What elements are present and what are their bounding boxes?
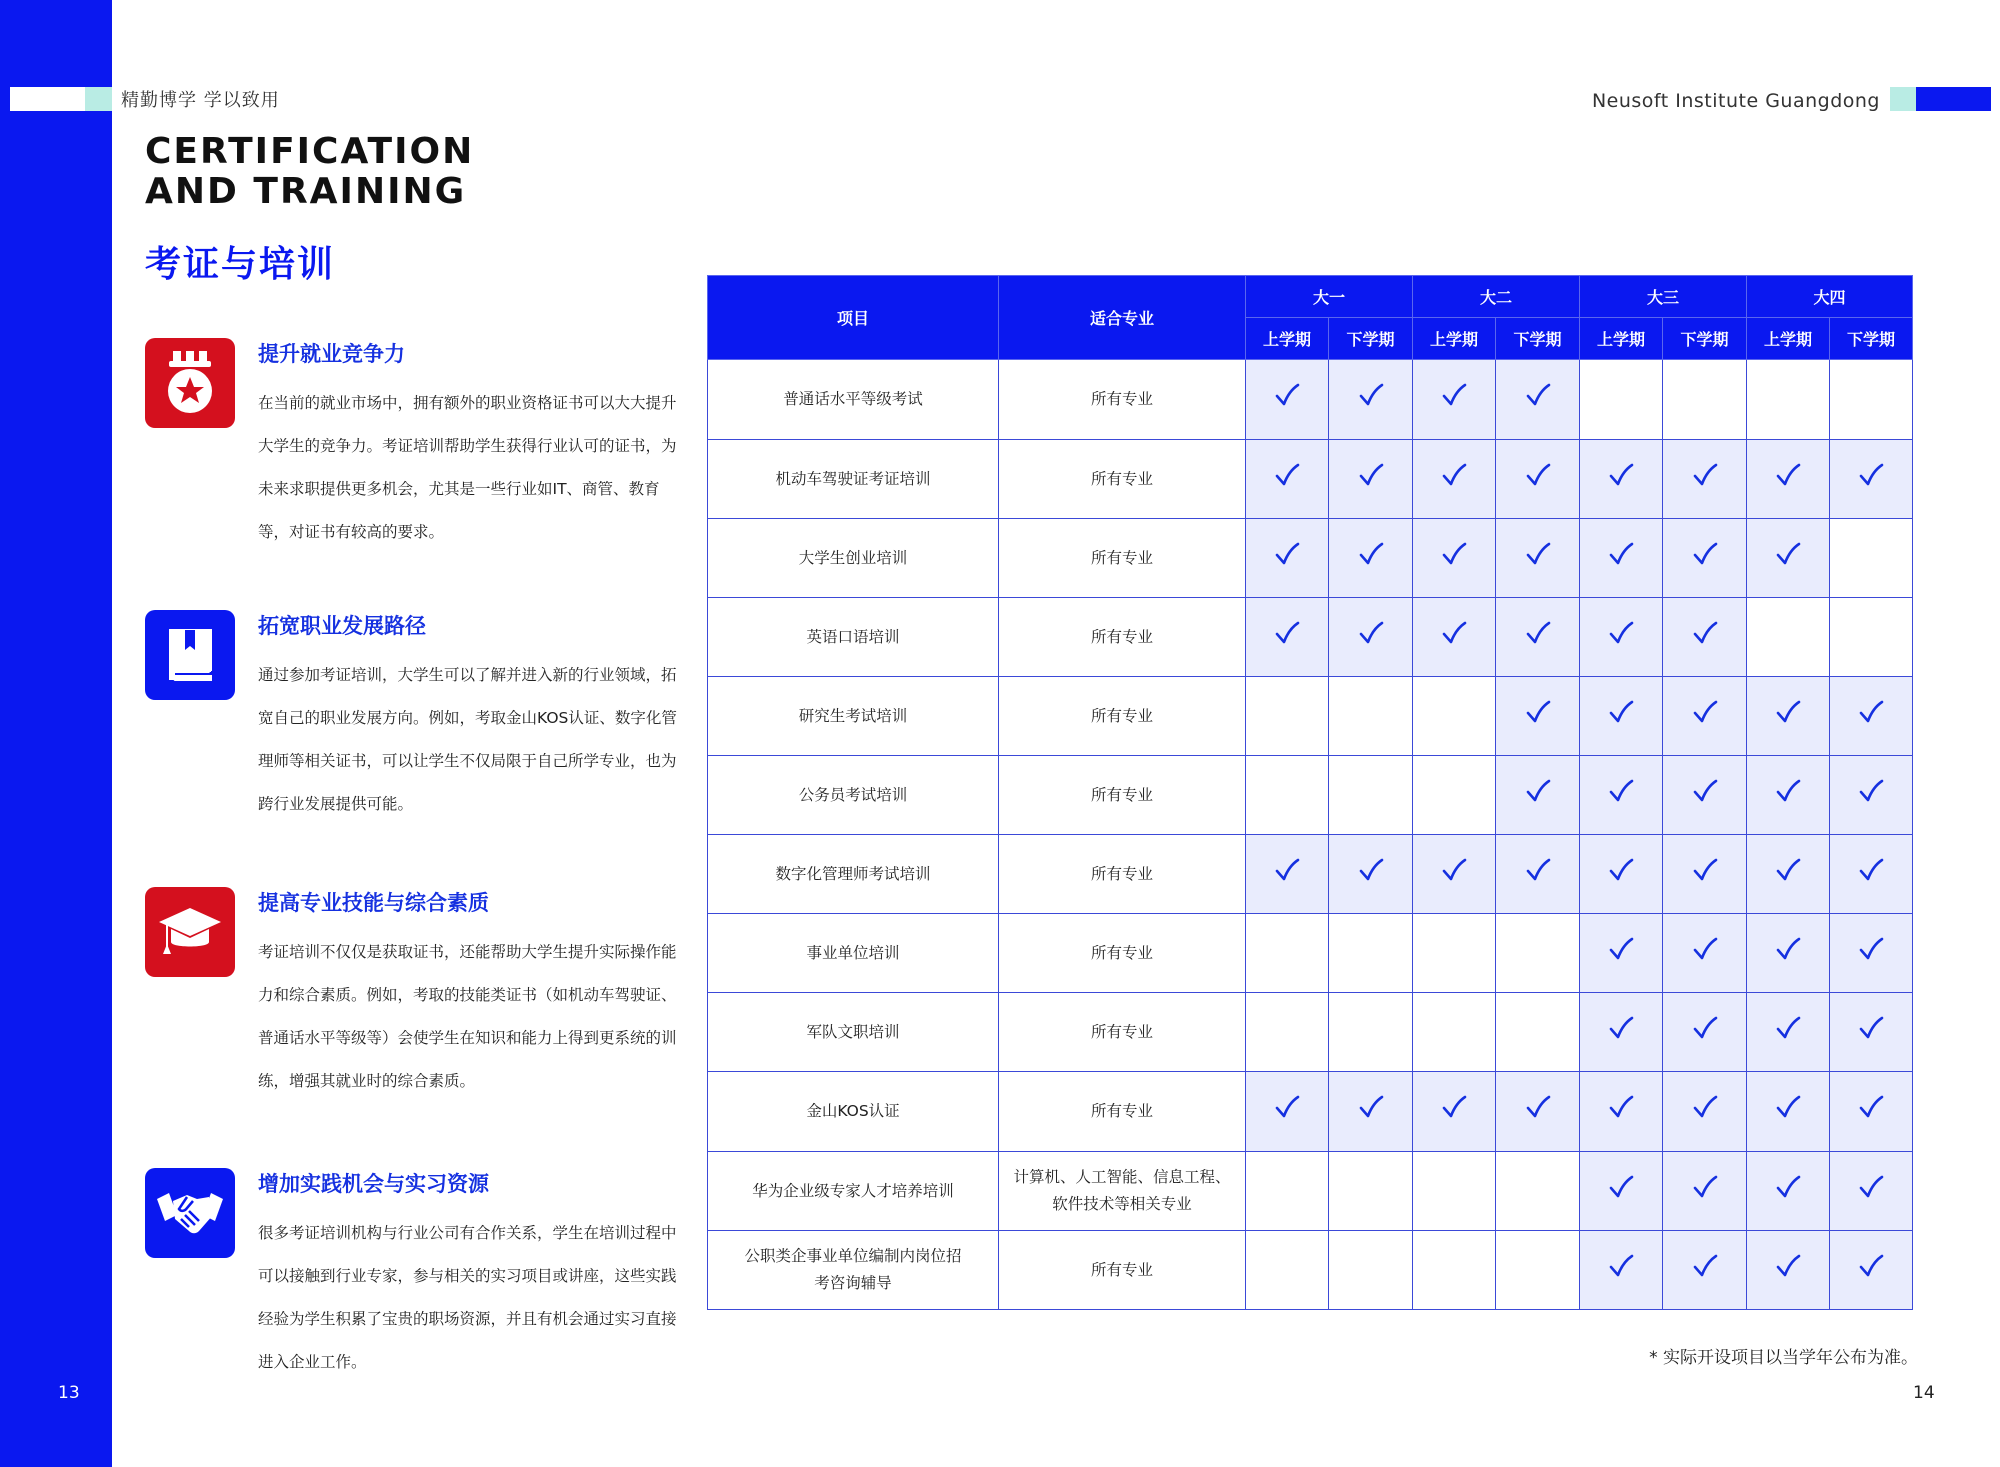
- cell-term: [1329, 1231, 1413, 1310]
- page-title-line1: CERTIFICATION: [145, 131, 475, 172]
- check-mark-icon: [1858, 699, 1884, 725]
- check-mark-icon: [1608, 936, 1634, 962]
- check-mark-icon: [1858, 1253, 1884, 1279]
- check-mark-icon: [1775, 1174, 1801, 1200]
- table-row: [708, 756, 1913, 835]
- table-row: [708, 1072, 1913, 1152]
- table-row: [708, 1152, 1913, 1231]
- cell-term: [1663, 598, 1747, 677]
- cell-term: [1496, 1152, 1580, 1231]
- cell-term: [1663, 835, 1747, 914]
- cell-project: 研究生考试培训: [708, 677, 999, 756]
- cell-term: [1580, 835, 1663, 914]
- cell-term: [1830, 598, 1913, 677]
- header-term: 上学期: [1580, 318, 1663, 360]
- cell-term: [1830, 677, 1913, 756]
- cell-term: [1747, 756, 1830, 835]
- check-mark-icon: [1274, 541, 1300, 567]
- check-mark-icon: [1441, 1094, 1467, 1120]
- cell-major: 所有专业: [999, 835, 1246, 914]
- cell-term: [1329, 1072, 1413, 1152]
- check-mark-icon: [1608, 1253, 1634, 1279]
- cell-term: [1413, 1231, 1496, 1310]
- cell-term: [1413, 993, 1496, 1072]
- check-mark-icon: [1525, 620, 1551, 646]
- cell-term: [1747, 440, 1830, 519]
- cell-project: 华为企业级专家人才培养培训: [708, 1152, 999, 1231]
- check-mark-icon: [1692, 1174, 1718, 1200]
- check-mark-icon: [1441, 462, 1467, 488]
- check-mark-icon: [1775, 462, 1801, 488]
- table-row: [708, 914, 1913, 993]
- cell-term: [1747, 835, 1830, 914]
- header-major: 适合专业: [999, 276, 1246, 360]
- cell-term: [1663, 1152, 1747, 1231]
- check-mark-icon: [1274, 462, 1300, 488]
- check-mark-icon: [1358, 541, 1384, 567]
- cell-term: [1329, 677, 1413, 756]
- cell-project: 大学生创业培训: [708, 519, 999, 598]
- cell-major: 所有专业: [999, 1072, 1246, 1152]
- check-mark-icon: [1858, 857, 1884, 883]
- cell-term: [1413, 914, 1496, 993]
- section-title: 提升就业竞争力: [258, 342, 405, 366]
- table-row: [708, 598, 1913, 677]
- cell-term: [1580, 519, 1663, 598]
- cell-term: [1663, 1231, 1747, 1310]
- cell-term: [1496, 835, 1580, 914]
- check-mark-icon: [1692, 1253, 1718, 1279]
- cell-term: [1246, 677, 1329, 756]
- cell-term: [1830, 914, 1913, 993]
- cell-term: [1580, 993, 1663, 1072]
- graduation-cap-icon: [145, 887, 235, 977]
- check-mark-icon: [1692, 857, 1718, 883]
- cell-term: [1496, 519, 1580, 598]
- cell-major: 所有专业: [999, 598, 1246, 677]
- cell-major: 所有专业: [999, 914, 1246, 993]
- cell-term: [1580, 756, 1663, 835]
- table-row: [708, 993, 1913, 1072]
- header-year-4: 大四: [1747, 276, 1913, 318]
- check-mark-icon: [1358, 857, 1384, 883]
- cell-term: [1580, 598, 1663, 677]
- check-mark-icon: [1692, 620, 1718, 646]
- cell-term: [1580, 1072, 1663, 1152]
- check-mark-icon: [1441, 620, 1467, 646]
- check-mark-icon: [1525, 382, 1551, 408]
- cell-term: [1413, 360, 1496, 440]
- check-mark-icon: [1608, 778, 1634, 804]
- cell-term: [1413, 677, 1496, 756]
- cell-term: [1246, 1072, 1329, 1152]
- check-mark-icon: [1525, 778, 1551, 804]
- check-mark-icon: [1525, 699, 1551, 725]
- check-mark-icon: [1525, 857, 1551, 883]
- header-accent-bar-white: [10, 87, 85, 111]
- page-title-line2: AND TRAINING: [145, 171, 467, 212]
- cell-term: [1830, 1072, 1913, 1152]
- cell-term: [1413, 835, 1496, 914]
- book-icon: [145, 610, 235, 700]
- cell-term: [1663, 993, 1747, 1072]
- cell-term: [1830, 756, 1913, 835]
- cell-term: [1663, 360, 1747, 440]
- cell-project: 机动车驾驶证考证培训: [708, 440, 999, 519]
- cell-term: [1246, 1231, 1329, 1310]
- header-project: 项目: [708, 276, 999, 360]
- check-mark-icon: [1608, 857, 1634, 883]
- section-body: 很多考证培训机构与行业公司有合作关系，学生在培训过程中可以接触到行业专家，参与相关的实习项目或讲座，这些实践经验为学生积累了宝贵的职场资源，并且有机会通过实习直接进入企业工作。: [258, 1224, 677, 1371]
- cell-term: [1747, 914, 1830, 993]
- check-mark-icon: [1525, 541, 1551, 567]
- cell-term: [1496, 993, 1580, 1072]
- cell-term: [1830, 993, 1913, 1072]
- institute-name: Neusoft Institute Guangdong: [1591, 90, 1880, 112]
- check-mark-icon: [1775, 1094, 1801, 1120]
- cell-term: [1246, 993, 1329, 1072]
- page-number-right: 14: [1913, 1383, 1935, 1403]
- cell-project: 公务员考试培训: [708, 756, 999, 835]
- cell-term: [1329, 519, 1413, 598]
- table-row: [708, 677, 1913, 756]
- check-mark-icon: [1358, 382, 1384, 408]
- handshake-icon: [145, 1168, 235, 1258]
- check-mark-icon: [1441, 857, 1467, 883]
- check-mark-icon: [1608, 1174, 1634, 1200]
- check-mark-icon: [1858, 1015, 1884, 1041]
- page-title-english: [145, 132, 474, 212]
- section-body: 考证培训不仅仅是获取证书，还能帮助大学生提升实际操作能力和综合素质。例如，考取的技能类证书（如机动车驾驶证、普通话水平等级等）会使学生在知识和能力上得到更系统的训练，增强其就业时的综合素质。: [258, 943, 677, 1090]
- cell-term: [1747, 1231, 1830, 1310]
- check-mark-icon: [1358, 620, 1384, 646]
- cell-term: [1663, 756, 1747, 835]
- cell-term: [1246, 598, 1329, 677]
- check-mark-icon: [1775, 541, 1801, 567]
- check-mark-icon: [1775, 1253, 1801, 1279]
- check-mark-icon: [1692, 699, 1718, 725]
- cell-term: [1496, 677, 1580, 756]
- cell-term: [1246, 519, 1329, 598]
- table-row: [708, 440, 1913, 519]
- cell-term: [1246, 360, 1329, 440]
- cell-project: 英语口语培训: [708, 598, 999, 677]
- cell-term: [1496, 1231, 1580, 1310]
- check-mark-icon: [1775, 1015, 1801, 1041]
- cell-term: [1413, 1152, 1496, 1231]
- check-mark-icon: [1274, 857, 1300, 883]
- medal-icon: [145, 338, 235, 428]
- cell-term: [1747, 993, 1830, 1072]
- cell-major: 所有专业: [999, 756, 1246, 835]
- check-mark-icon: [1358, 1094, 1384, 1120]
- cell-term: [1329, 835, 1413, 914]
- cell-term: [1496, 598, 1580, 677]
- check-mark-icon: [1775, 936, 1801, 962]
- cell-term: [1830, 360, 1913, 440]
- cell-term: [1496, 756, 1580, 835]
- cell-term: [1830, 1152, 1913, 1231]
- cell-term: [1663, 440, 1747, 519]
- cell-term: [1413, 440, 1496, 519]
- check-mark-icon: [1274, 382, 1300, 408]
- cell-term: [1747, 677, 1830, 756]
- check-mark-icon: [1775, 778, 1801, 804]
- cell-term: [1830, 519, 1913, 598]
- check-mark-icon: [1858, 1094, 1884, 1120]
- check-mark-icon: [1608, 620, 1634, 646]
- cell-term: [1246, 1152, 1329, 1231]
- header-term: 下学期: [1663, 318, 1747, 360]
- cell-major: 所有专业: [999, 360, 1246, 440]
- cell-project: 金山KOS认证: [708, 1072, 999, 1152]
- cell-term: [1747, 519, 1830, 598]
- left-sidebar-band: [0, 0, 112, 1467]
- section-title: 拓宽职业发展路径: [258, 614, 426, 638]
- check-mark-icon: [1608, 699, 1634, 725]
- cell-major: 所有专业: [999, 1231, 1246, 1310]
- cell-major: 所有专业: [999, 677, 1246, 756]
- footnote: * 实际开设项目以当学年公布为准。: [1649, 1348, 1918, 1368]
- check-mark-icon: [1441, 382, 1467, 408]
- check-mark-icon: [1608, 1094, 1634, 1120]
- header-term: 下学期: [1496, 318, 1580, 360]
- cell-major: 所有专业: [999, 440, 1246, 519]
- cell-term: [1580, 440, 1663, 519]
- check-mark-icon: [1692, 541, 1718, 567]
- cell-term: [1496, 440, 1580, 519]
- cell-term: [1496, 1072, 1580, 1152]
- check-mark-icon: [1692, 462, 1718, 488]
- table-row: [708, 360, 1913, 440]
- cell-term: [1747, 598, 1830, 677]
- check-mark-icon: [1358, 462, 1384, 488]
- check-mark-icon: [1441, 541, 1467, 567]
- cell-major: 计算机、人工智能、信息工程、软件技术等相关专业: [999, 1152, 1246, 1231]
- cell-project: 普通话水平等级考试: [708, 360, 999, 440]
- cell-term: [1580, 914, 1663, 993]
- header-term: 上学期: [1747, 318, 1830, 360]
- cell-term: [1580, 677, 1663, 756]
- check-mark-icon: [1274, 1094, 1300, 1120]
- header-year-3: 大三: [1580, 276, 1747, 318]
- header-term: 上学期: [1413, 318, 1496, 360]
- cell-term: [1246, 440, 1329, 519]
- cell-term: [1329, 440, 1413, 519]
- cell-term: [1413, 519, 1496, 598]
- cell-term: [1580, 360, 1663, 440]
- check-mark-icon: [1608, 541, 1634, 567]
- header-accent-bar-mint-right: [1890, 87, 1916, 111]
- cell-term: [1329, 914, 1413, 993]
- cell-term: [1580, 1231, 1663, 1310]
- check-mark-icon: [1525, 1094, 1551, 1120]
- check-mark-icon: [1525, 462, 1551, 488]
- section-title: 增加实践机会与实习资源: [258, 1172, 489, 1196]
- check-mark-icon: [1858, 462, 1884, 488]
- cell-project: 事业单位培训: [708, 914, 999, 993]
- cell-term: [1663, 677, 1747, 756]
- cell-term: [1329, 1152, 1413, 1231]
- check-mark-icon: [1608, 1015, 1634, 1041]
- certification-table: [707, 275, 1913, 1310]
- check-mark-icon: [1858, 936, 1884, 962]
- page-title-chinese: 考证与培训: [145, 244, 336, 285]
- cell-term: [1663, 1072, 1747, 1152]
- cell-term: [1329, 598, 1413, 677]
- check-mark-icon: [1692, 1015, 1718, 1041]
- page-number-left: 13: [58, 1383, 80, 1403]
- cell-term: [1413, 756, 1496, 835]
- cell-term: [1830, 835, 1913, 914]
- cell-term: [1747, 1072, 1830, 1152]
- cell-project: 公职类企事业单位编制内岗位招考咨询辅导: [708, 1231, 999, 1310]
- header-term: 上学期: [1246, 318, 1329, 360]
- cell-term: [1663, 914, 1747, 993]
- cell-major: 所有专业: [999, 519, 1246, 598]
- cell-term: [1496, 914, 1580, 993]
- cell-project: 数字化管理师考试培训: [708, 835, 999, 914]
- cell-term: [1329, 993, 1413, 1072]
- table-row: [708, 1231, 1913, 1310]
- cell-term: [1413, 598, 1496, 677]
- cell-term: [1413, 1072, 1496, 1152]
- cell-project: 军队文职培训: [708, 993, 999, 1072]
- cell-term: [1246, 835, 1329, 914]
- cell-term: [1830, 440, 1913, 519]
- header-term: 下学期: [1329, 318, 1413, 360]
- check-mark-icon: [1692, 778, 1718, 804]
- section-body: 在当前的就业市场中，拥有额外的职业资格证书可以大大提升大学生的竞争力。考证培训帮助学生获得行业认可的证书，为未来求职提供更多机会，尤其是一些行业如IT、商管、教育等，对证书有较高的要求。: [258, 394, 677, 541]
- check-mark-icon: [1692, 1094, 1718, 1120]
- table-row: [708, 519, 1913, 598]
- cell-term: [1663, 519, 1747, 598]
- check-mark-icon: [1775, 699, 1801, 725]
- header-accent-bar-mint: [85, 87, 112, 111]
- cell-term: [1747, 360, 1830, 440]
- cell-term: [1580, 1152, 1663, 1231]
- cell-term: [1329, 756, 1413, 835]
- check-mark-icon: [1858, 1174, 1884, 1200]
- check-mark-icon: [1274, 620, 1300, 646]
- cell-term: [1496, 360, 1580, 440]
- cell-term: [1246, 914, 1329, 993]
- cell-term: [1747, 1152, 1830, 1231]
- check-mark-icon: [1608, 462, 1634, 488]
- check-mark-icon: [1775, 857, 1801, 883]
- section-body: 通过参加考证培训，大学生可以了解并进入新的行业领域，拓宽自己的职业发展方向。例如，考取金山KOS认证、数字化管理师等相关证书，可以让学生不仅局限于自己所学专业，也为跨行业发展提供可能。: [258, 666, 677, 813]
- table-row: [708, 835, 1913, 914]
- slogan: 精勤博学 学以致用: [121, 90, 280, 111]
- check-mark-icon: [1692, 936, 1718, 962]
- header-year-1: 大一: [1246, 276, 1413, 318]
- cell-term: [1830, 1231, 1913, 1310]
- cell-term: [1246, 756, 1329, 835]
- header-year-2: 大二: [1413, 276, 1580, 318]
- check-mark-icon: [1858, 778, 1884, 804]
- header-term: 下学期: [1830, 318, 1913, 360]
- cell-major: 所有专业: [999, 993, 1246, 1072]
- cell-term: [1329, 360, 1413, 440]
- section-title: 提高专业技能与综合素质: [258, 891, 489, 915]
- header-accent-bar-blue-right: [1916, 87, 1991, 111]
